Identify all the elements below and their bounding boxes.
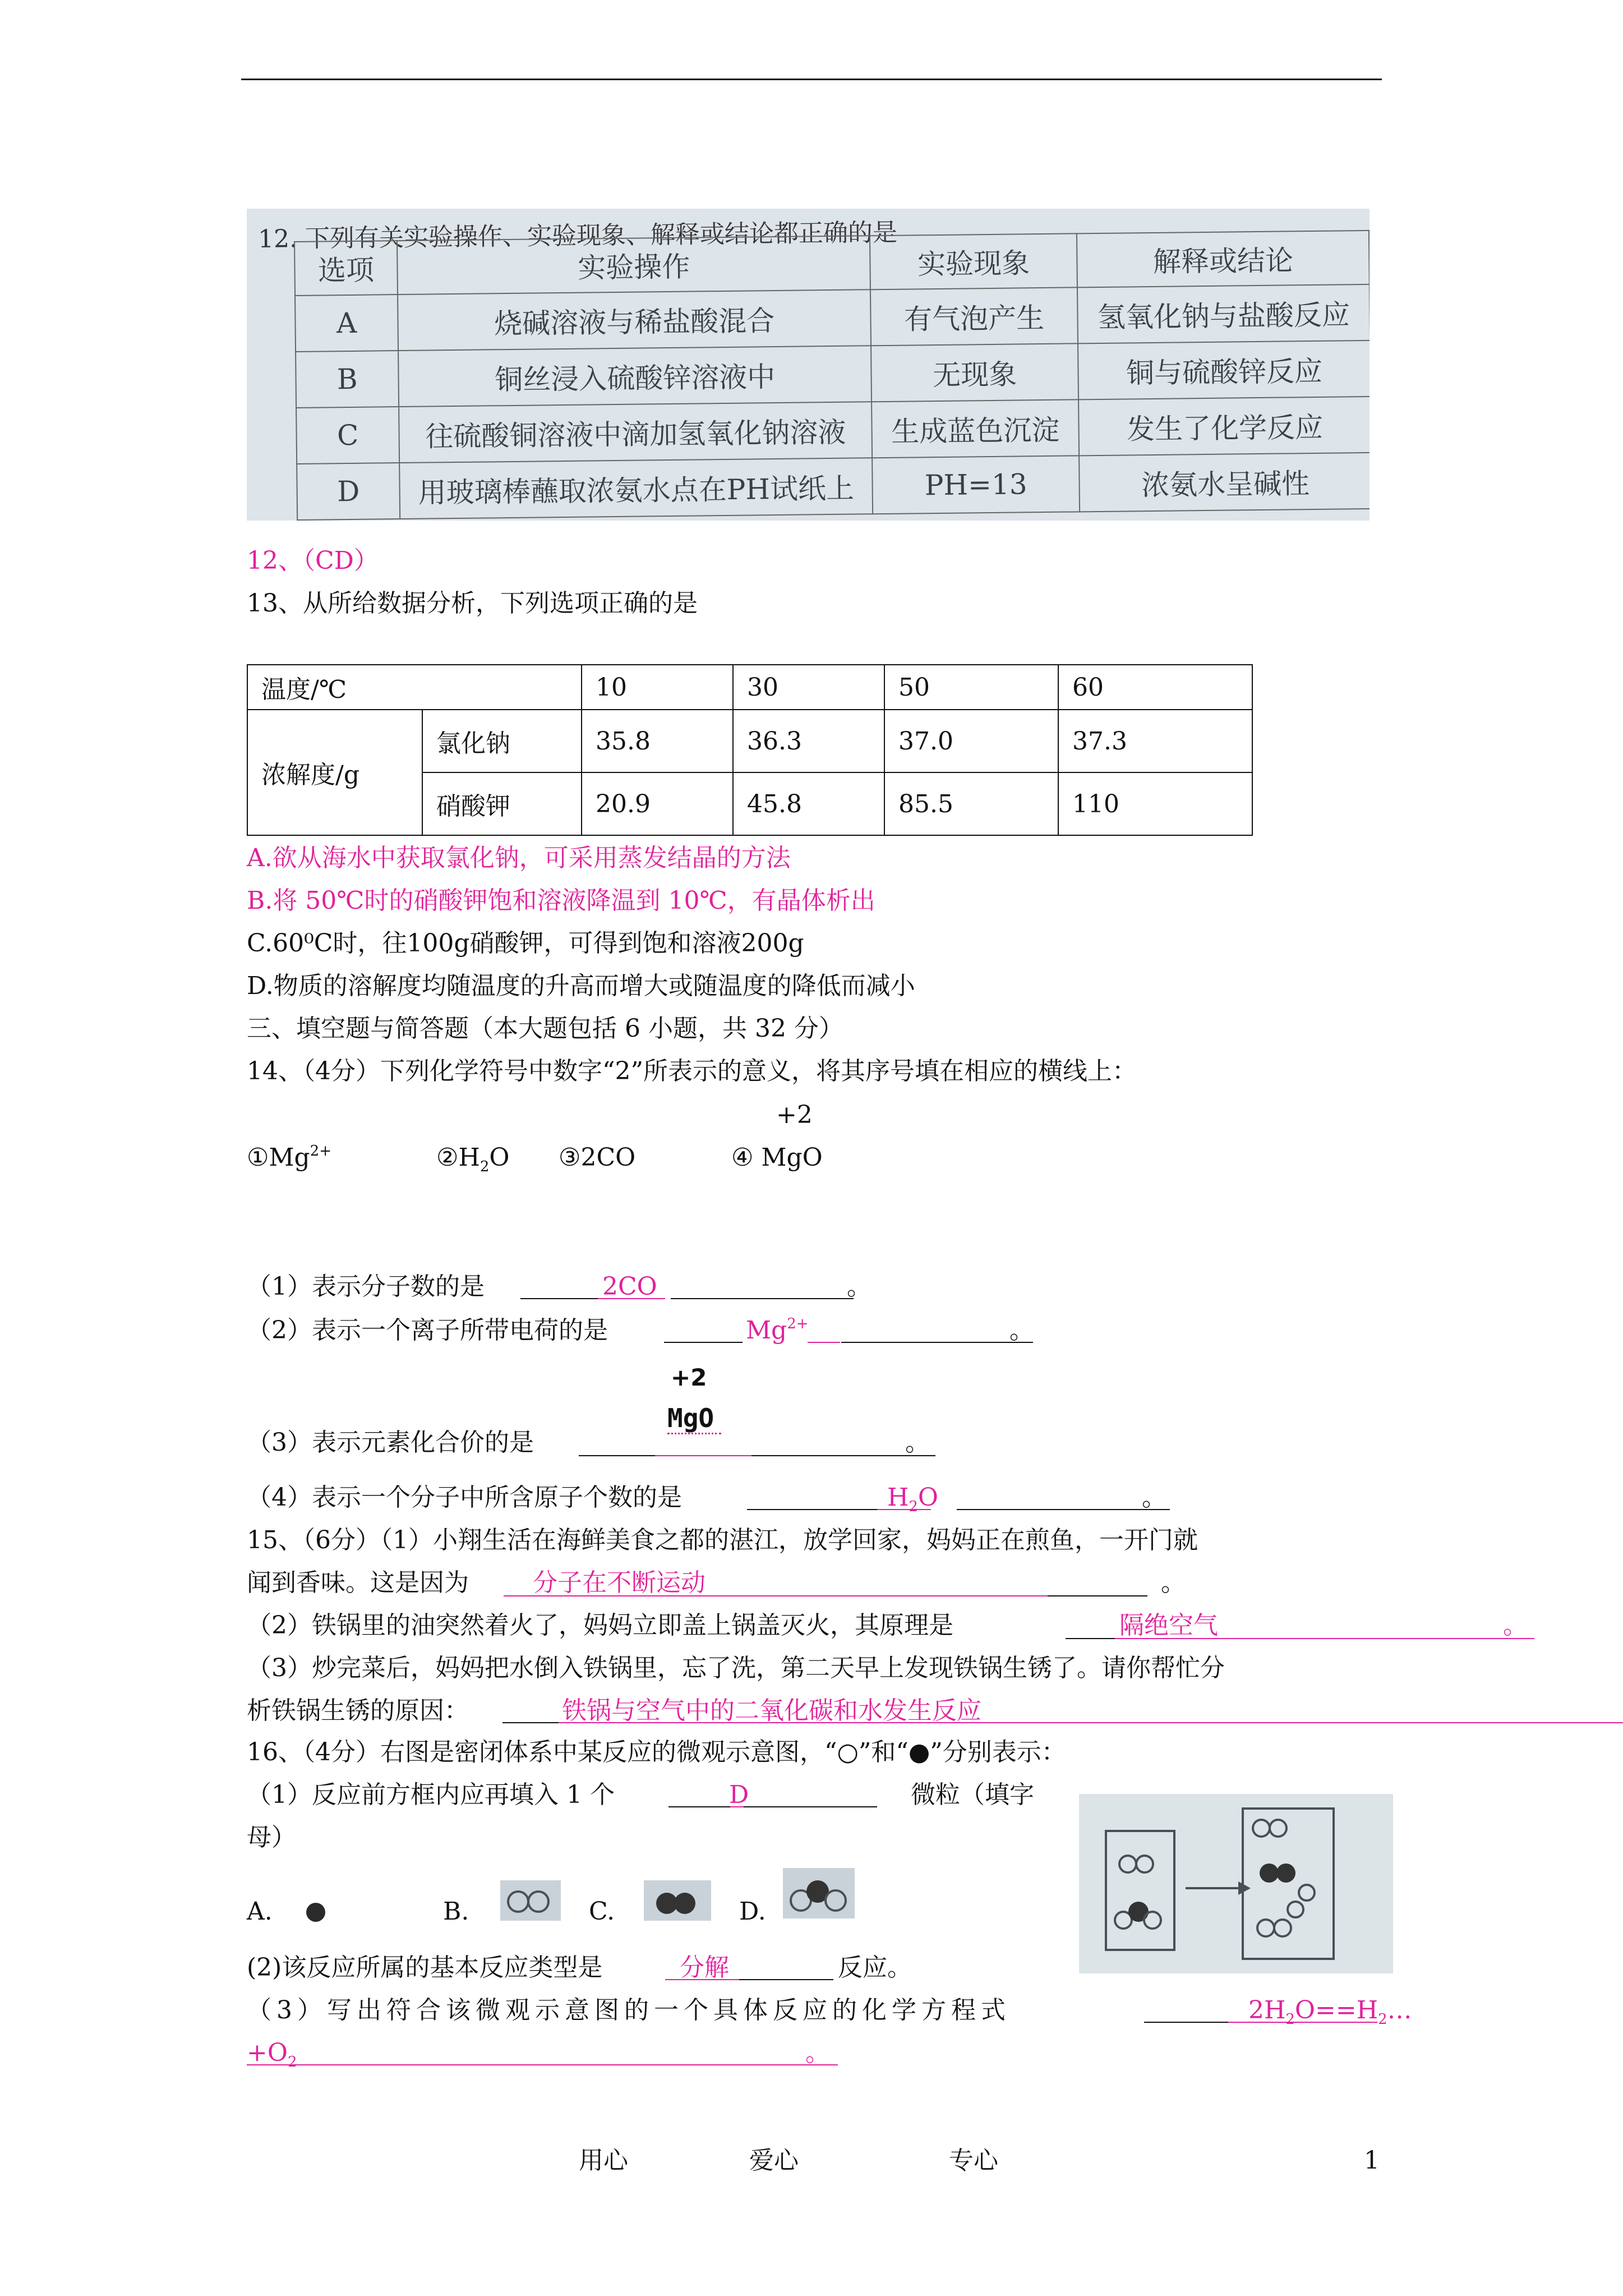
section-3-heading: 三、填空题与简答题（本大题包括 6 小题，共 32 分） bbox=[247, 1014, 843, 1043]
q16-option-b: B. bbox=[443, 1897, 469, 1926]
q13-option-c: C.60⁰C时，往100g硝酸钾，可得到饱和溶液200g bbox=[247, 929, 804, 958]
q13-option-b: B.将 50℃时的硝酸钾饱和溶液降温到 10℃，有晶体析出 bbox=[247, 886, 875, 915]
scan-cell: 无现象 bbox=[871, 343, 1078, 402]
q16-line-1c: 母） bbox=[247, 1823, 296, 1852]
temp-value: 10 bbox=[582, 665, 733, 710]
footer-word-3: 专心 bbox=[949, 2146, 998, 2175]
double-dot-molecule-icon bbox=[644, 1880, 711, 1921]
substance-name: 硝酸钾 bbox=[422, 772, 582, 835]
scan-cell: C bbox=[296, 407, 399, 464]
solubility-value: 85.5 bbox=[884, 772, 1058, 835]
temp-value: 50 bbox=[884, 665, 1058, 710]
q13-option-a: A.欲从海水中获取氯化钠，可采用蒸发结晶的方法 bbox=[247, 844, 791, 872]
q14-symbol-1: $①Mg^{2+}$ bbox=[247, 1143, 331, 1172]
substance-name: 氯化钠 bbox=[422, 710, 582, 772]
scan-cell: B bbox=[296, 351, 399, 408]
temp-label: 温度/℃ bbox=[247, 665, 582, 710]
scan-header: 选项 bbox=[294, 241, 398, 296]
scan-table bbox=[294, 230, 1370, 521]
q14-line-1: （1）表示分子数的是 bbox=[247, 1272, 485, 1301]
q15-stem-1: 15、（6分）（1）小翔生活在海鲜美食之都的湛江，放学回家，妈妈正在煎鱼，一开门就 bbox=[247, 1526, 1198, 1554]
q14-symbol-3: ③2CO bbox=[559, 1143, 636, 1172]
header-rule bbox=[241, 79, 1382, 80]
question-12-scan-image bbox=[247, 209, 1370, 521]
q16-option-d: D. bbox=[739, 1897, 766, 1926]
solubility-value: 20.9 bbox=[582, 772, 733, 835]
solubility-value: 35.8 bbox=[582, 710, 733, 772]
period: 。 bbox=[805, 2039, 830, 2067]
black-dot-icon bbox=[306, 1903, 325, 1922]
solubility-value: 37.0 bbox=[884, 710, 1058, 772]
scan-cell: PH=13 bbox=[872, 455, 1080, 514]
q16-option-a: A. bbox=[247, 1897, 273, 1926]
q14-symbol-2: $②H_2O$ bbox=[436, 1143, 510, 1175]
scan-cell: 发生了化学反应 bbox=[1078, 397, 1370, 455]
q15-answer-2: 隔绝空气 bbox=[1119, 1611, 1218, 1640]
solubility-value: 36.3 bbox=[733, 710, 884, 772]
q14-stem: 14、（4分）下列化学符号中数字“2”所表示的意义，将其序号填在相应的横线上： bbox=[247, 1057, 1137, 1085]
q14-line-4: （4）表示一个分子中所含原子个数的是 bbox=[247, 1483, 682, 1512]
scan-cell: 用玻璃棒蘸取浓氨水点在PH试纸上 bbox=[399, 458, 873, 519]
scan-cell: 烧碱溶液与稀盐酸混合 bbox=[398, 289, 871, 351]
scan-cell: 铜丝浸入硫酸锌溶液中 bbox=[398, 346, 872, 407]
q14-line-2: （2）表示一个离子所带电荷的是 bbox=[247, 1316, 608, 1345]
footer-word-2: 爱心 bbox=[749, 2146, 799, 2175]
temp-value: 60 bbox=[1058, 665, 1252, 710]
q14-line-3: （3）表示元素化合价的是 bbox=[247, 1428, 534, 1457]
q14-answer-4: $H_2O$ bbox=[887, 1483, 938, 1515]
scan-cell: 氢氧化钠与盐酸反应 bbox=[1077, 284, 1370, 343]
scan-cell: D bbox=[297, 463, 400, 520]
q16-line-2b: 反应。 bbox=[838, 1953, 912, 1982]
reaction-micro-diagram bbox=[1079, 1794, 1393, 1973]
period: 。 bbox=[847, 1272, 872, 1301]
q14-answer-1: 2CO bbox=[602, 1272, 657, 1301]
q15-line-3b: 析铁锅生锈的原因： bbox=[247, 1696, 469, 1725]
q14-answer-2: $Mg^{2+}$ bbox=[746, 1315, 809, 1345]
before-box bbox=[1105, 1830, 1175, 1951]
q16-line-1a: （1）反应前方框内应再填入 1 个 bbox=[247, 1780, 615, 1809]
solubility-value: 45.8 bbox=[733, 772, 884, 835]
q14-plus2-mark: +2 bbox=[776, 1101, 813, 1129]
double-circle-molecule-icon bbox=[500, 1880, 561, 1921]
scan-header: 实验现象 bbox=[870, 233, 1077, 289]
scan-cell: 往硫酸铜溶液中滴加氢氧化钠溶液 bbox=[399, 402, 872, 463]
scan-cell: 浓氨水呈碱性 bbox=[1079, 453, 1370, 512]
footer-word-1: 用心 bbox=[579, 2146, 628, 2175]
q16-line-1b: 微粒（填字 bbox=[911, 1780, 1034, 1809]
q16-option-c: C. bbox=[589, 1897, 615, 1926]
q16-answer-3b: $+O_2$ bbox=[247, 2039, 297, 2070]
solubility-table bbox=[247, 664, 1253, 836]
scan-cell: 生成蓝色沉淀 bbox=[872, 399, 1079, 458]
solubility-value: 37.3 bbox=[1058, 710, 1252, 772]
q14-answer-3-formula: MgO bbox=[667, 1403, 714, 1433]
q16-line-3: （3）写出符合该微观示意图的一个具体反应的化学方程式 bbox=[247, 1996, 1011, 2024]
period: 。 bbox=[1161, 1568, 1186, 1597]
water-molecule-icon bbox=[783, 1868, 855, 1918]
period: 。 bbox=[1009, 1316, 1034, 1345]
scan-cell: 铜与硫酸锌反应 bbox=[1078, 341, 1370, 399]
q16-stem: 16、（4分）右图是密闭体系中某反应的微观示意图，“○”和“●”分别表示： bbox=[247, 1738, 1066, 1766]
q15-line-2: （2）铁锅里的油突然着火了，妈妈立即盖上锅盖灭火，其原理是 bbox=[247, 1611, 953, 1640]
period: 。 bbox=[1142, 1483, 1166, 1512]
scan-cell: 有气泡产生 bbox=[870, 287, 1078, 346]
q14-symbol-4: ④ MgO bbox=[731, 1143, 823, 1172]
row-group-label: 浓解度/g bbox=[247, 710, 422, 835]
arrow-line bbox=[1186, 1887, 1242, 1889]
period: 。 bbox=[905, 1428, 930, 1457]
q12-answer: 12、（CD） bbox=[247, 546, 379, 575]
q16-answer-2: 分解 bbox=[680, 1953, 729, 1982]
scan-header: 实验操作 bbox=[397, 236, 870, 295]
q16-answer-3a: $2H_2O==H_2\dots$ bbox=[1248, 1996, 1412, 2028]
q14-answer-3-charge: +2 bbox=[671, 1364, 707, 1391]
scan-caption: 12. 下列有关实验操作、实验现象、解释或结论都正确的是 bbox=[257, 218, 898, 254]
period: 。 bbox=[1503, 1611, 1528, 1640]
q13-stem: 13、从所给数据分析，下列选项正确的是 bbox=[247, 589, 698, 618]
scan-header: 解释或结论 bbox=[1077, 231, 1370, 287]
q16-line-2a: (2)该反应所属的基本反应类型是 bbox=[247, 1953, 603, 1982]
q13-option-d: D.物质的溶解度均随温度的升高而增大或随温度的降低而减小 bbox=[247, 972, 915, 1000]
temp-value: 30 bbox=[733, 665, 884, 710]
q15-line-3a: （3）炒完菜后，妈妈把水倒入铁锅里，忘了洗，第二天早上发现铁锅生锈了。请你帮忙分 bbox=[247, 1654, 1225, 1682]
q16-answer-1: D bbox=[729, 1780, 749, 1809]
q15-answer-3: 铁锅与空气中的二氧化碳和水发生反应 bbox=[562, 1696, 981, 1725]
page-number: 1 bbox=[1364, 2146, 1380, 2175]
solubility-value: 110 bbox=[1058, 772, 1252, 835]
q15-answer-1: 分子在不断运动 bbox=[533, 1568, 706, 1597]
scan-cell: A bbox=[295, 295, 398, 352]
q15-stem-2: 闻到香味。这是因为 bbox=[247, 1568, 469, 1597]
